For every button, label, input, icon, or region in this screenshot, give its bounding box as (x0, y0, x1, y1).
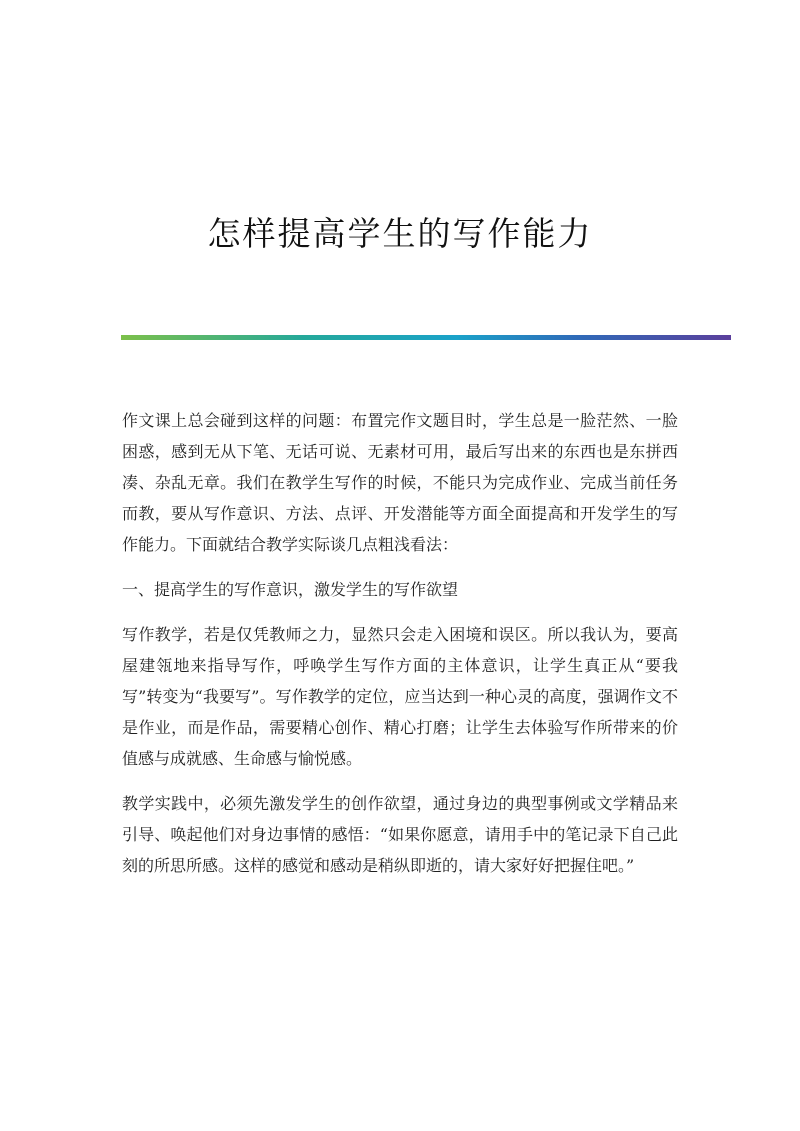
section-heading-1: 一、提高学生的写作意识，激发学生的写作欲望 (122, 580, 459, 599)
page-title: 怎样提高学生的写作能力 (207, 214, 593, 254)
intro-paragraph: 作文课上总会碰到这样的问题：布置完作文题目时，学生总是一脸茫然、一脸困惑，感到无从下笔、无话可说、无素材可用，最后写出来的东西也是东拼西凑、杂乱无章。我们在教学生写作的时候，不能只为完成作业、完成当前任务而教，要从写作意识、方法、点评、开发潜能等方面全面提高和开发学生的写作能力。下面就结合教学实际谈几点粗浅看法： (122, 411, 678, 554)
body-paragraph-2: 教学实践中，必须先激发学生的创作欲望，通过身边的典型事例或文学精品来引导、唤起他们对身边事情的感悟：“如果你愿意，请用手中的笔记录下自己此刻的所思所感。这样的感觉和感动是稍纵即逝的，请大家好好把握住吧。” (122, 794, 678, 875)
document-body (122, 405, 678, 895)
title-divider (121, 335, 731, 340)
body-paragraph-1: 写作教学，若是仅凭教师之力，显然只会走入困境和误区。所以我认为，要高屋建瓴地来指导写作，呼唤学生写作方面的主体意识，让学生真正从“要我写”转变为“我要写”。写作教学的定位，应当达到一种心灵的高度，强调作文不是作业，而是作品，需要精心创作、精心打磨；让学生去体验写作所带来的价值感与成就感、生命感与愉悦感。 (122, 625, 678, 768)
